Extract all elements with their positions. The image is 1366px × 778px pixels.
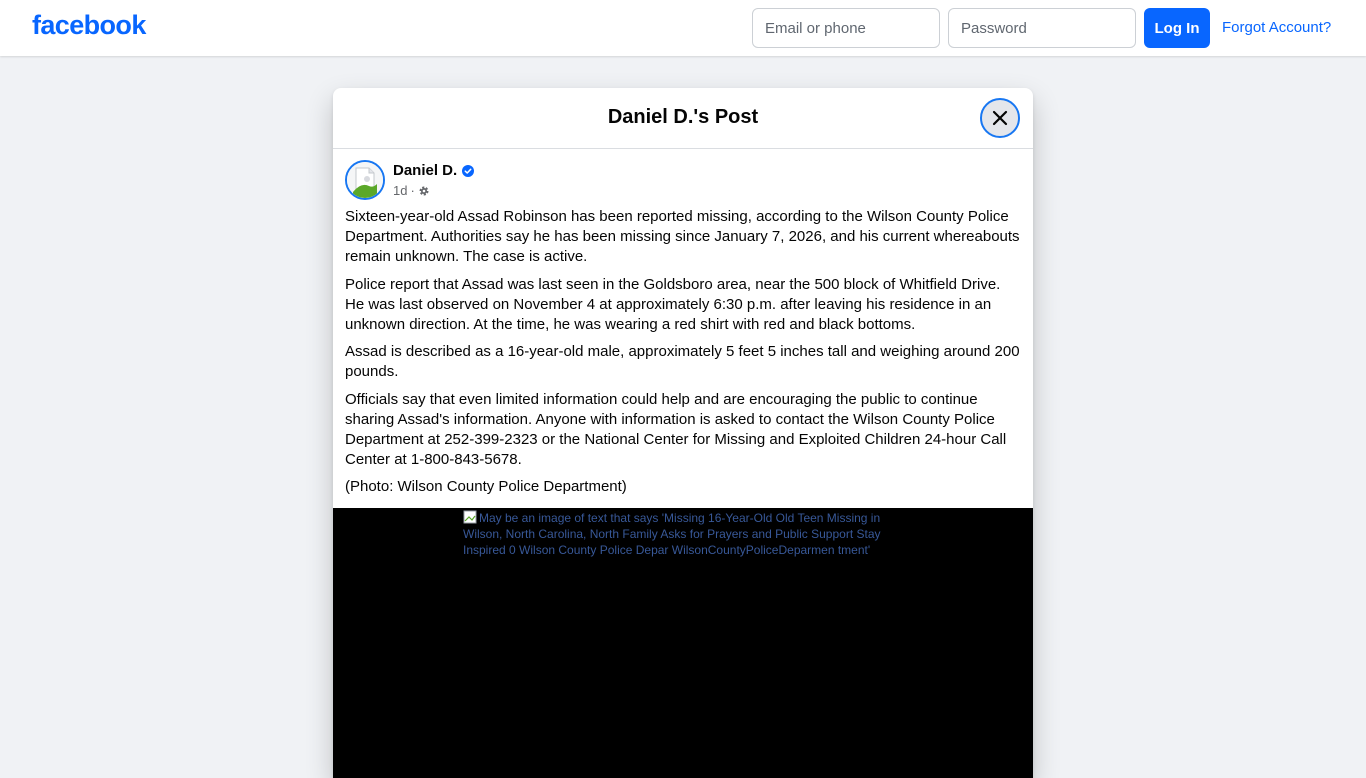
meta-separator: ·: [410, 183, 415, 198]
post-dialog: [333, 88, 1033, 778]
top-navigation-bar: [0, 0, 1366, 56]
email-or-phone-input[interactable]: [752, 8, 940, 48]
close-icon: [990, 108, 1010, 128]
post-paragraph: Police report that Assad was last seen in the Goldsboro area, near the 500 block of Whitfield Drive. He was last observed on November 4 at approximately 6:30 p.m. after leaving his residence in an unknown direction. At the time, he was wearing a red shirt with red and black bottoms.: [345, 275, 1001, 333]
author-name[interactable]: Daniel D.: [393, 162, 458, 179]
post-text: [345, 207, 1021, 505]
close-button[interactable]: [980, 98, 1020, 138]
broken-image-icon: [463, 510, 477, 524]
facebook-logo[interactable]: facebook: [32, 10, 146, 40]
forgot-account-link[interactable]: Forgot Account?: [1222, 19, 1332, 36]
post-dialog-header: [333, 88, 1033, 149]
image-alt-caption: May be an image of text that says 'Missing 16-Year-Old Old Teen Missing in Wilson, North Carolina, North Family Asks for Prayers and Public Support Stay Inspired 0 Wilson County Police Depar WilsonCountyPoliceDeparmen tment': [463, 511, 881, 557]
post-paragraph: Assad is described as a 16-year-old male, approximately 5 feet 5 inches tall and weighing around 200 pounds.: [345, 343, 1020, 380]
author-line: [393, 162, 474, 179]
post-paragraph: (Photo: Wilson County Police Department): [345, 478, 627, 495]
post-paragraph: Officials say that even limited information could help and are encouraging the public to continue sharing Assad's information. Anyone with information is asked to contact the Wilson County Police Department at 252-399-2323 or the National Center for Missing and Exploited Children 24-hour Call Center at 1-800-843-5678.: [345, 390, 1007, 468]
log-in-button[interactable]: Log In: [1144, 8, 1210, 48]
verified-badge-icon: [462, 165, 474, 177]
avatar-image-icon: [347, 162, 383, 198]
gear-icon[interactable]: [418, 185, 430, 197]
author-avatar[interactable]: [345, 160, 385, 200]
post-dialog-title: Daniel D.'s Post: [607, 106, 759, 128]
password-input[interactable]: [948, 8, 1136, 48]
post-paragraph: Sixteen-year-old Assad Robinson has been reported missing, according to the Wilson County Police Department. Authorities say he has been missing since January 7, 2026, and his current whereabouts remain unknown. The case is active.: [345, 208, 1020, 265]
post-meta: [393, 183, 430, 198]
post-timestamp[interactable]: 1d: [393, 183, 408, 198]
image-alt-text: [463, 510, 903, 558]
post-image[interactable]: [333, 508, 1033, 778]
